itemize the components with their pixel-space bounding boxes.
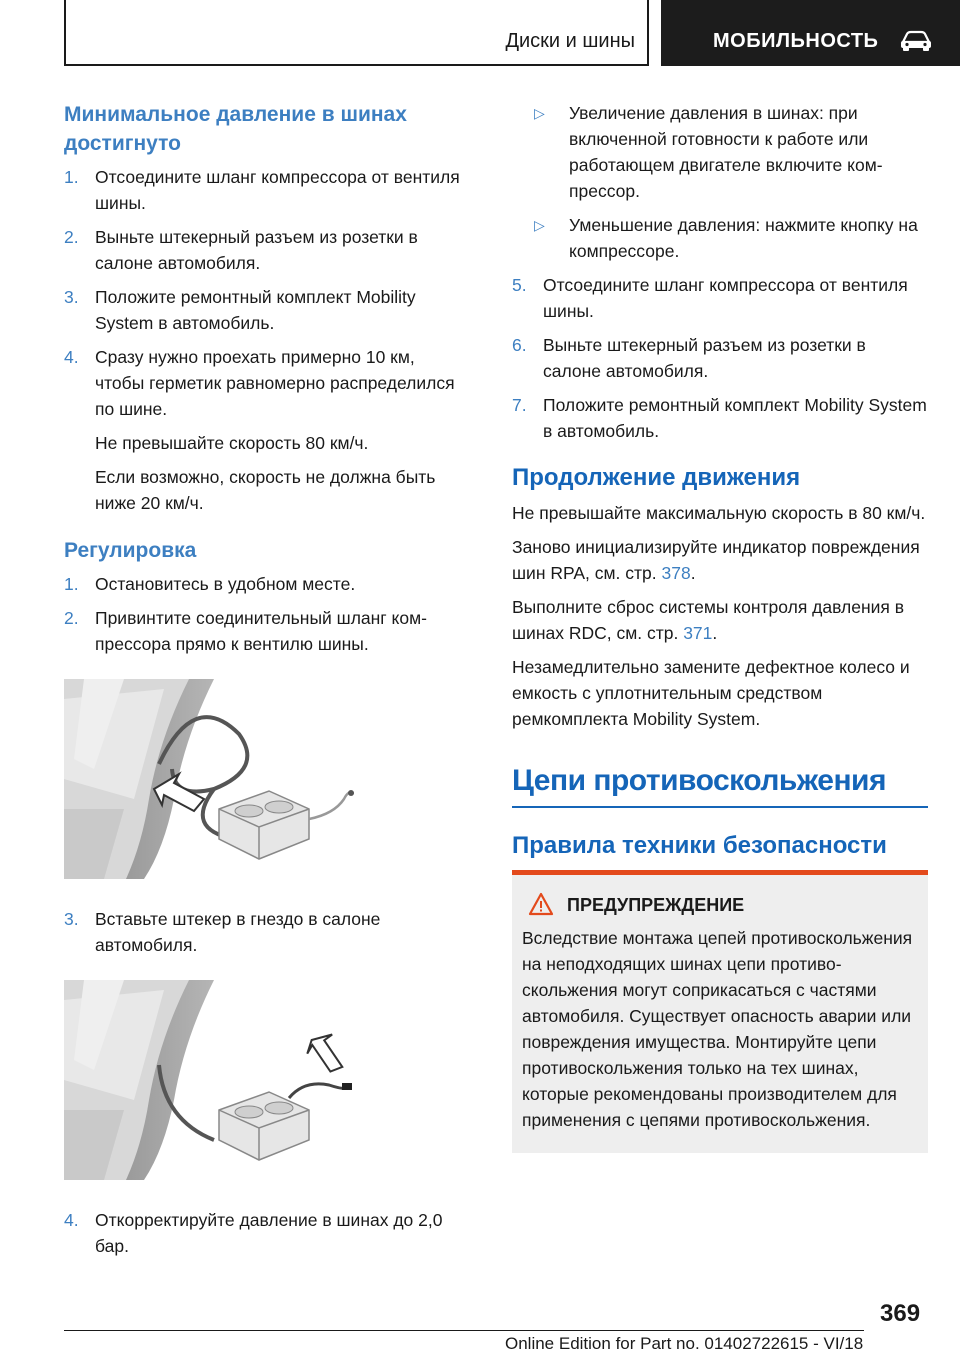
section-title: Диски и шины bbox=[505, 30, 635, 52]
para-rdc: Выполните сброс системы контроля давления в шинах RDC, см. стр. 371. bbox=[512, 597, 905, 643]
compressor-plug-illustration bbox=[64, 980, 354, 1180]
triangle-bullet-icon: ▷ bbox=[534, 105, 545, 121]
bullet-item: ▷ Уменьшение давления: нажмите кнопку на компрессоре. bbox=[512, 212, 928, 264]
warning-title: ПРЕДУПРЕЖДЕНИЕ bbox=[522, 891, 918, 919]
step-item: 4. Сразу нужно проехать примерно 10 км, чтобы герметик равномерно распределился по шине. bbox=[64, 347, 455, 419]
warning-text: Вследствие монтажа цепей противоскольжения на неподходящих шинах цепи противоскольжения могут соприкасаться с частями автомобиля. Существует опасность аварии или повреждения имущества. Монтируйте цепи противоскольжения только на тех шинах, которые рекомендованы производителем для применения с цепями противоскольжения. bbox=[522, 928, 913, 1130]
step-item: 2. Привинтите соединительный шланг компрессора прямо к вентилю шины. bbox=[64, 608, 427, 654]
step-item: 6. Выньте штекерный разъем из розетки в салоне автомобиля. bbox=[512, 335, 866, 381]
heading-adjust: Регулировка bbox=[64, 539, 197, 562]
car-icon bbox=[899, 28, 933, 52]
right-column bbox=[512, 100, 928, 1153]
para-rpa: Заново инициализируйте индикатор повреждения шин RPA, см. стр. 378. bbox=[512, 537, 920, 583]
step-item: 7. Положите ремонтный комплект Mobility System в автомобиль. bbox=[512, 395, 927, 441]
page-number: 369 bbox=[880, 1300, 921, 1327]
bullet-item: ▷ Увеличение давления в шинах: при включенной готовности к работе или работающем двигателе включите компрессор. bbox=[512, 100, 928, 204]
note-speed-limit: Не превышайте скорость 80 км/ч. bbox=[95, 433, 369, 453]
header-chapter-tab bbox=[661, 0, 960, 66]
warning-triangle-icon bbox=[528, 892, 554, 916]
note-min-speed: Если возможно, скорость не должна быть ниже 20 км/ч. bbox=[95, 467, 436, 513]
step-item: 4. Откорректируйте давление в шинах до 2,0 бар. bbox=[64, 1210, 443, 1256]
triangle-bullet-icon: ▷ bbox=[534, 217, 545, 233]
step-item: 5. Отсоедините шланг компрессора от вентиля шины. bbox=[512, 275, 908, 321]
warning-box bbox=[512, 875, 928, 1153]
heading-rule bbox=[512, 806, 928, 808]
compressor-wheel-illustration bbox=[64, 679, 354, 879]
step-item: 3. Положите ремонтный комплект Mobility System в автомобиль. bbox=[64, 287, 416, 333]
page-link-371[interactable]: 371 bbox=[683, 623, 713, 643]
step-item: 2. Выньте штекерный разъем из розетки в салоне автомобиля. bbox=[64, 227, 418, 273]
step-item: 3. Вставьте штекер в гнездо в салоне автомобиля. bbox=[64, 909, 381, 955]
para-replace-wheel: Незамедлительно замените дефектное колесо и емкость с уплотнительным средством ремкомплекта Mobility System. bbox=[512, 657, 910, 729]
heading-safety-rules: Правила техники безопасности bbox=[512, 832, 887, 859]
step-item: 1. Остановитесь в удобном месте. bbox=[64, 574, 356, 594]
header-section-tab bbox=[64, 0, 649, 66]
chapter-title: МОБИЛЬНОСТЬ bbox=[713, 30, 879, 52]
left-column bbox=[64, 100, 464, 1267]
para-max-speed: Не превышайте максимальную скорость в 80 км/ч. bbox=[512, 503, 926, 523]
heading-snow-chains: Цепи противоскольжения bbox=[512, 764, 887, 797]
step-item: 1. Отсоедините шланг компрессора от вентиля шины. bbox=[64, 167, 460, 213]
edition-text: Online Edition for Part no. 01402722615 - VI/18 bbox=[505, 1334, 864, 1353]
heading-continue-driving: Продолжение движения bbox=[512, 464, 801, 491]
footer-rule bbox=[64, 1330, 864, 1331]
heading-min-pressure: Минимальное давление в шинах достигнуто bbox=[64, 103, 407, 155]
page-link-378[interactable]: 378 bbox=[661, 563, 691, 583]
